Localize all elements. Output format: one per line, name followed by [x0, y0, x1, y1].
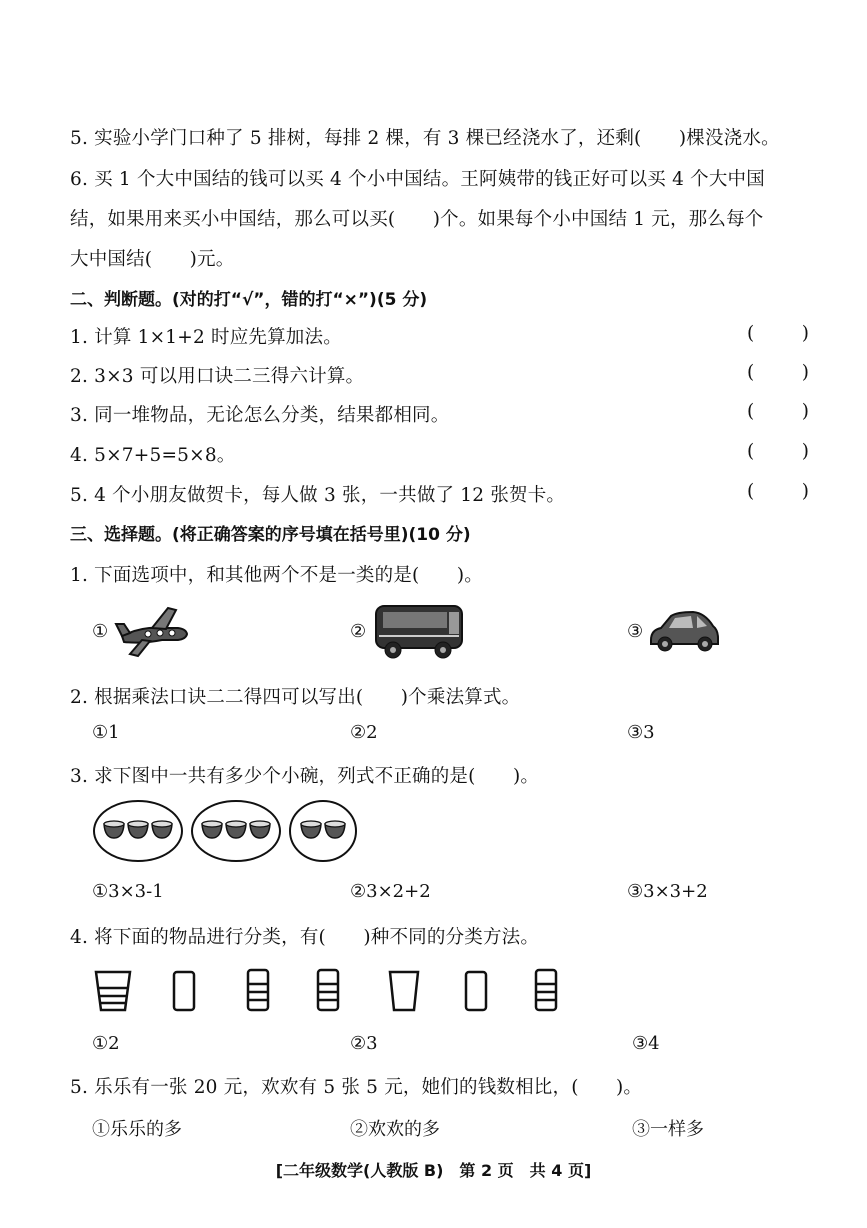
choice-1-option-2: ② — [350, 621, 367, 642]
car-icon — [647, 606, 721, 656]
cups-figure — [90, 966, 570, 1016]
bowl-rim — [301, 821, 321, 827]
choice-section-heading: 三、选择题。(将正确答案的序号填在括号里)(10 分) — [70, 525, 471, 545]
fill-question-6-line-3: 大中国结( )元。 — [70, 249, 235, 270]
choice-question-2: 2. 根据乘法口诀二二得四可以写出( )个乘法算式。 — [70, 687, 521, 708]
choice-5-option-2: ②欢欢的多 — [350, 1119, 440, 1140]
bowl-rim — [202, 821, 222, 827]
choice-4-option-1: ①2 — [92, 1033, 120, 1054]
choice-question-3: 3. 求下图中一共有多少个小碗，列式不正确的是( )。 — [70, 766, 540, 787]
choice-1-option-1: ① — [92, 621, 109, 642]
cylinder-striped-icon — [536, 970, 556, 1010]
cylinder-striped-icon — [318, 970, 338, 1010]
fill-question-6-line-2: 结，如果用来买小中国结，那么可以买( )个。如果每个小中国结 1 元，那么每个 — [70, 209, 764, 230]
judge-answer-5[interactable]: ( ) — [747, 481, 809, 502]
cylinder-icon — [174, 972, 194, 1010]
cup-icon — [390, 972, 418, 1010]
bowl-group — [290, 801, 356, 861]
choice-question-1: 1. 下面选项中，和其他两个不是一类的是( )。 — [70, 565, 483, 586]
cylinder-icon — [466, 972, 486, 1010]
bowl-rim — [152, 821, 172, 827]
judge-section-heading: 二、判断题。(对的打“√”，错的打“×”)(5 分) — [70, 290, 428, 310]
judge-item-1: 1. 计算 1×1+2 时应先算加法。 — [70, 327, 342, 348]
judge-item-5: 5. 4 个小朋友做贺卡，每人做 3 张，一共做了 12 张贺卡。 — [70, 485, 566, 506]
judge-answer-2[interactable]: ( ) — [747, 362, 809, 383]
fill-question-5: 5. 实验小学门口种了 5 排树，每排 2 棵，有 3 棵已经浇水了，还剩( )棵没浇水。 — [70, 128, 780, 149]
judge-item-2: 2. 3×3 可以用口诀二三得六计算。 — [70, 366, 365, 387]
choice-question-4: 4. 将下面的物品进行分类，有( )种不同的分类方法。 — [70, 927, 540, 948]
bowl-rim — [128, 821, 148, 827]
choice-5-option-1: ①乐乐的多 — [92, 1119, 182, 1140]
page-footer: [二年级数学(人教版 B) 第 2 页 共 4 页] — [275, 1161, 592, 1180]
bowl-rim — [226, 821, 246, 827]
choice-2-option-2: ②2 — [350, 722, 378, 743]
airplane-icon — [112, 602, 192, 660]
cylinder-striped-icon — [248, 970, 268, 1010]
bowl-rim — [325, 821, 345, 827]
choice-3-option-1: ①3×3-1 — [92, 881, 164, 902]
bowl-rim — [250, 821, 270, 827]
choice-question-5: 5. 乐乐有一张 20 元，欢欢有 5 张 5 元，她们的钱数相比，( )。 — [70, 1077, 643, 1098]
judge-answer-4[interactable]: ( ) — [747, 441, 809, 462]
choice-4-option-2: ②3 — [350, 1033, 378, 1054]
judge-answer-1[interactable]: ( ) — [747, 323, 809, 344]
fill-question-6-line-1: 6. 买 1 个大中国结的钱可以买 4 个小中国结。王阿姨带的钱正好可以买 4 个大中国 — [70, 169, 765, 190]
choice-2-option-1: ①1 — [92, 722, 120, 743]
choice-4-option-3: ③4 — [632, 1033, 660, 1054]
choice-1-option-3: ③ — [627, 621, 644, 642]
judge-answer-3[interactable]: ( ) — [747, 401, 809, 422]
bowl-groups-figure — [90, 798, 370, 864]
bowl-rim — [104, 821, 124, 827]
choice-2-option-3: ③3 — [627, 722, 655, 743]
choice-3-option-2: ②3×2+2 — [350, 881, 431, 902]
cup-icon — [96, 972, 130, 1010]
choice-5-option-3: ③一样多 — [632, 1119, 704, 1140]
judge-item-3: 3. 同一堆物品，无论怎么分类，结果都相同。 — [70, 405, 450, 426]
judge-item-4: 4. 5×7+5=5×8。 — [70, 445, 236, 466]
bus-icon — [373, 600, 465, 662]
choice-3-option-3: ③3×3+2 — [627, 881, 708, 902]
